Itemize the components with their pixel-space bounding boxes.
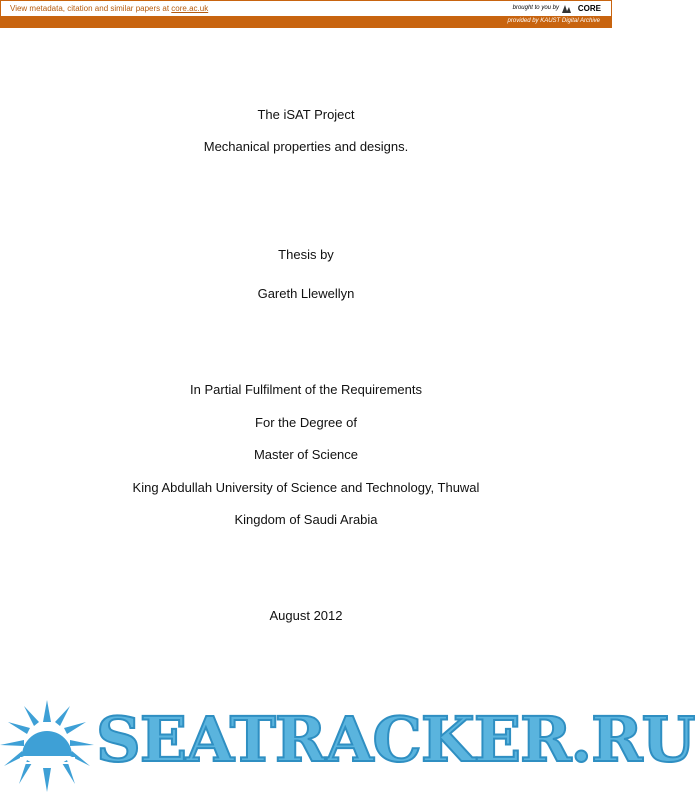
project-subtitle: Mechanical properties and designs. bbox=[203, 139, 409, 154]
project-title: The iSAT Project bbox=[257, 107, 355, 122]
core-ac-uk-link[interactable]: core.ac.uk bbox=[171, 4, 209, 13]
watermark-text: SEATRACKER.RU bbox=[96, 703, 695, 776]
provided-by-label: provided by KAUST Digital Archive bbox=[507, 18, 600, 24]
partial-fulfilment-text: In Partial Fulfilment of the Requirements bbox=[190, 382, 422, 397]
university-name: King Abdullah University of Science and Technology, Thuwal bbox=[132, 480, 480, 495]
core-banner-bottom bbox=[0, 16, 612, 28]
sun-logo-icon bbox=[0, 700, 95, 792]
degree-for-text: For the Degree of bbox=[255, 415, 357, 430]
brought-to-you-label: brought to you by bbox=[512, 5, 559, 11]
thesis-by-label: Thesis by bbox=[278, 247, 334, 262]
submission-date: August 2012 bbox=[269, 608, 343, 623]
core-logo-label[interactable]: CORE bbox=[577, 4, 601, 13]
author-name: Gareth Llewellyn bbox=[257, 286, 355, 301]
metadata-link-prefix: View metadata, citation and similar papers at bbox=[10, 4, 172, 13]
country-name: Kingdom of Saudi Arabia bbox=[234, 512, 378, 527]
core-banner bbox=[0, 0, 612, 28]
metadata-link-text bbox=[10, 4, 208, 13]
core-banner-top bbox=[0, 0, 612, 17]
degree-name: Master of Science bbox=[253, 447, 359, 462]
